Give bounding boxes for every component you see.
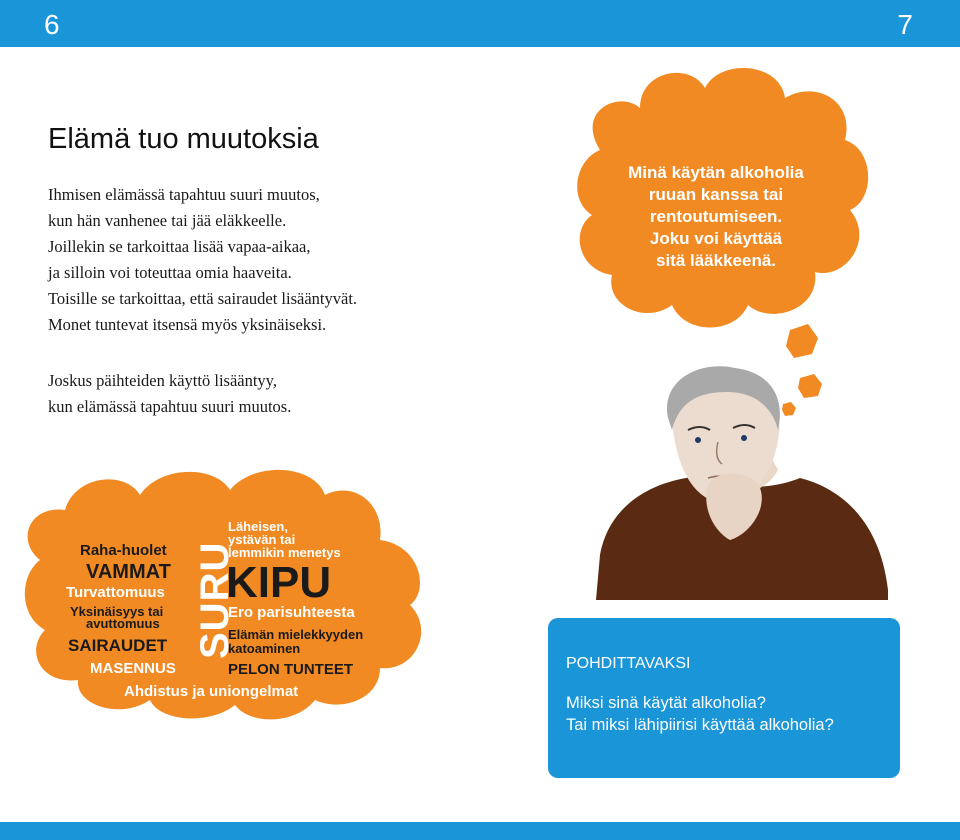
paragraph-line: Monet tuntevat itsensä myös yksinäiseksi.: [48, 315, 327, 334]
word-ero-parisuhteesta: Ero parisuhteesta: [228, 604, 355, 621]
bottom-bar: [0, 822, 960, 840]
page-number-left: 6: [44, 9, 60, 40]
word-ystavan: ystävän tai: [228, 532, 296, 547]
word-yksinaisyys: Yksinäisyys tai: [70, 604, 164, 619]
word-elaman-mielekkyyden: Elämän mielekkyyden: [228, 627, 364, 642]
thought-bubble-text: [596, 162, 836, 272]
reflection-questions: [566, 692, 834, 736]
thought-line: sitä lääkkeenä.: [655, 251, 777, 270]
paragraph-line: kun hän vanhenee tai jää eläkkeelle.: [48, 211, 287, 230]
word-lemmikin: lemmikin menetys: [228, 545, 341, 560]
word-pelon-tunteet: PELON TUNTEET: [228, 661, 354, 678]
paragraph-line: Joillekin se tarkoittaa lisää vapaa-aikaa,: [48, 237, 311, 256]
thought-line: Joku voi käyttää: [649, 229, 783, 248]
word-sairaudet: SAIRAUDET: [68, 636, 168, 655]
word-katoaminen: katoaminen: [228, 641, 301, 656]
paragraph-line: ja silloin voi toteuttaa omia haaveita.: [48, 263, 292, 282]
word-masennus: MASENNUS: [90, 660, 176, 677]
man-illustration: [596, 366, 888, 600]
thought-line: ruuan kanssa tai: [648, 185, 784, 204]
reflection-box: [548, 618, 900, 778]
paragraph-line: Joskus päihteiden käyttö lisääntyy,: [48, 371, 277, 390]
word-vammat: VAMMAT: [86, 561, 171, 583]
word-turvattomuus: Turvattomuus: [66, 584, 165, 601]
reflection-question: Miksi sinä käytät alkoholia?: [566, 694, 766, 712]
paragraph-line: Toisille se tarkoittaa, että sairaudet lisääntyvät.: [48, 289, 358, 308]
word-laheisen: Läheisen,: [228, 519, 288, 534]
thought-line: rentoutumiseen.: [649, 207, 783, 226]
word-kipu: KIPU: [226, 558, 332, 607]
page-title: Elämä tuo muutoksia: [48, 123, 319, 155]
paragraph-line: Ihmisen elämässä tapahtuu suuri muutos,: [48, 185, 320, 204]
word-avuttomuus: avuttomuus: [86, 616, 160, 631]
paragraph-line: kun elämässä tapahtuu suuri muutos.: [48, 397, 292, 416]
reflection-question: Tai miksi lähipiirisi käyttää alkoholia?: [566, 716, 834, 734]
word-suru: SURU: [193, 541, 237, 659]
word-raha-huolet: Raha-huolet: [80, 542, 167, 559]
page-number-right: 7: [897, 9, 913, 40]
word-ahdistus: Ahdistus ja uniongelmat: [124, 683, 299, 700]
thought-line: Minä käytän alkoholia: [628, 163, 804, 182]
reflection-heading: POHDITTAVAKSI: [566, 655, 691, 672]
